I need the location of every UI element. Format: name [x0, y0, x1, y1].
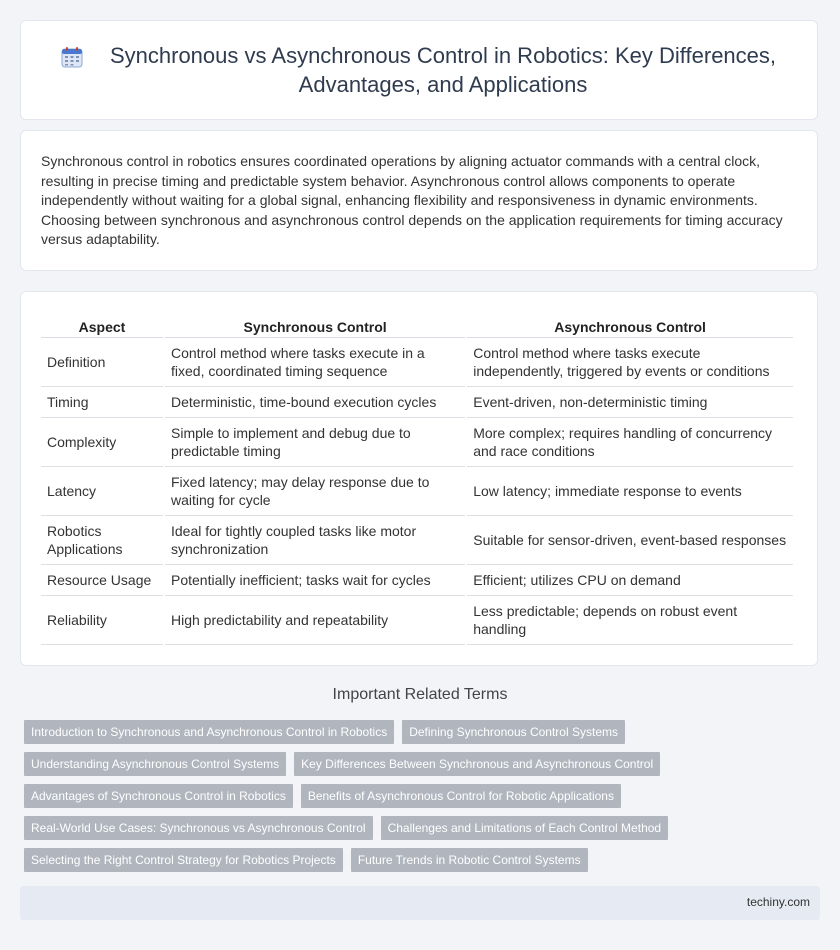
synchronous-cell: Fixed latency; may delay response due to waiting for cycle [165, 467, 465, 516]
synchronous-cell: Simple to implement and debug due to predictable timing [165, 418, 465, 467]
page-title: Synchronous vs Asynchronous Control in Robotics: Key Differences, Advantages, and Applications [109, 43, 777, 97]
table-row [41, 565, 793, 596]
related-term-tag[interactable]: Advantages of Synchronous Control in Robotics [24, 784, 293, 808]
aspect-cell: Latency [41, 467, 163, 516]
table-row [41, 467, 793, 516]
aspect-cell: Resource Usage [41, 565, 163, 596]
aspect-cell: Reliability [41, 596, 163, 645]
comparison-card [20, 291, 818, 666]
column-header: Asynchronous Control [467, 316, 793, 338]
aspect-cell: Timing [41, 387, 163, 418]
calendar-icon [61, 46, 83, 68]
asynchronous-cell: Control method where tasks execute independently, triggered by events or conditions [467, 338, 793, 387]
tag-row [24, 848, 804, 872]
related-term-tag[interactable]: Real-World Use Cases: Synchronous vs Asynchronous Control [24, 816, 373, 840]
tag-row [24, 720, 804, 744]
related-term-tag[interactable]: Understanding Asynchronous Control Systems [24, 752, 286, 776]
related-term-tag[interactable]: Introduction to Synchronous and Asynchronous Control in Robotics [24, 720, 394, 744]
aspect-cell: Definition [41, 338, 163, 387]
synchronous-cell: Control method where tasks execute in a fixed, coordinated timing sequence [165, 338, 465, 387]
footer-site[interactable]: techiny.com [746, 895, 810, 909]
related-terms-title: Important Related Terms [332, 686, 508, 703]
related-term-tag[interactable]: Challenges and Limitations of Each Control Method [381, 816, 669, 840]
table-row [41, 338, 793, 387]
synchronous-cell: Ideal for tightly coupled tasks like motor synchronization [165, 516, 465, 565]
synchronous-cell: High predictability and repeatability [165, 596, 465, 645]
related-term-tag[interactable]: Defining Synchronous Control Systems [402, 720, 625, 744]
tag-row [24, 752, 804, 776]
table-row [41, 516, 793, 565]
asynchronous-cell: Event-driven, non-deterministic timing [467, 387, 793, 418]
tag-row [24, 816, 804, 840]
aspect-cell: Robotics Applications [41, 516, 163, 565]
footer [20, 886, 820, 920]
column-header: Synchronous Control [165, 316, 465, 338]
table-row [41, 596, 793, 645]
synchronous-cell: Deterministic, time-bound execution cycles [165, 387, 465, 418]
asynchronous-cell: Less predictable; depends on robust event handling [467, 596, 793, 645]
related-term-tag[interactable]: Future Trends in Robotic Control Systems [351, 848, 588, 872]
intro-text: Synchronous control in robotics ensures coordinated operations by aligning actuator commands with a central clock, resulting in precise timing and predictable system behavior. Asynchronous control allows components to operate independently without waiting for a global signal, enhancing flexibility and responsiveness in dynamic environments. Choosing between synchronous and asynchronous control depends on the application requirements for timing accuracy versus adaptability. [41, 153, 783, 248]
related-term-tag[interactable]: Key Differences Between Synchronous and Asynchronous Control [294, 752, 660, 776]
asynchronous-cell: Efficient; utilizes CPU on demand [467, 565, 793, 596]
table-row [41, 418, 793, 467]
asynchronous-cell: Suitable for sensor-driven, event-based responses [467, 516, 793, 565]
related-term-tag[interactable]: Selecting the Right Control Strategy for Robotics Projects [24, 848, 343, 872]
comparison-table [39, 316, 795, 645]
related-terms-list [24, 720, 804, 880]
related-term-tag[interactable]: Benefits of Asynchronous Control for Robotic Applications [301, 784, 621, 808]
asynchronous-cell: Low latency; immediate response to events [467, 467, 793, 516]
intro-card [20, 130, 818, 271]
aspect-cell: Complexity [41, 418, 163, 467]
header-card [20, 20, 818, 120]
table-row [41, 387, 793, 418]
table-header-row [41, 316, 793, 338]
tag-row [24, 784, 804, 808]
column-header: Aspect [41, 316, 163, 338]
asynchronous-cell: More complex; requires handling of concurrency and race conditions [467, 418, 793, 467]
synchronous-cell: Potentially inefficient; tasks wait for cycles [165, 565, 465, 596]
